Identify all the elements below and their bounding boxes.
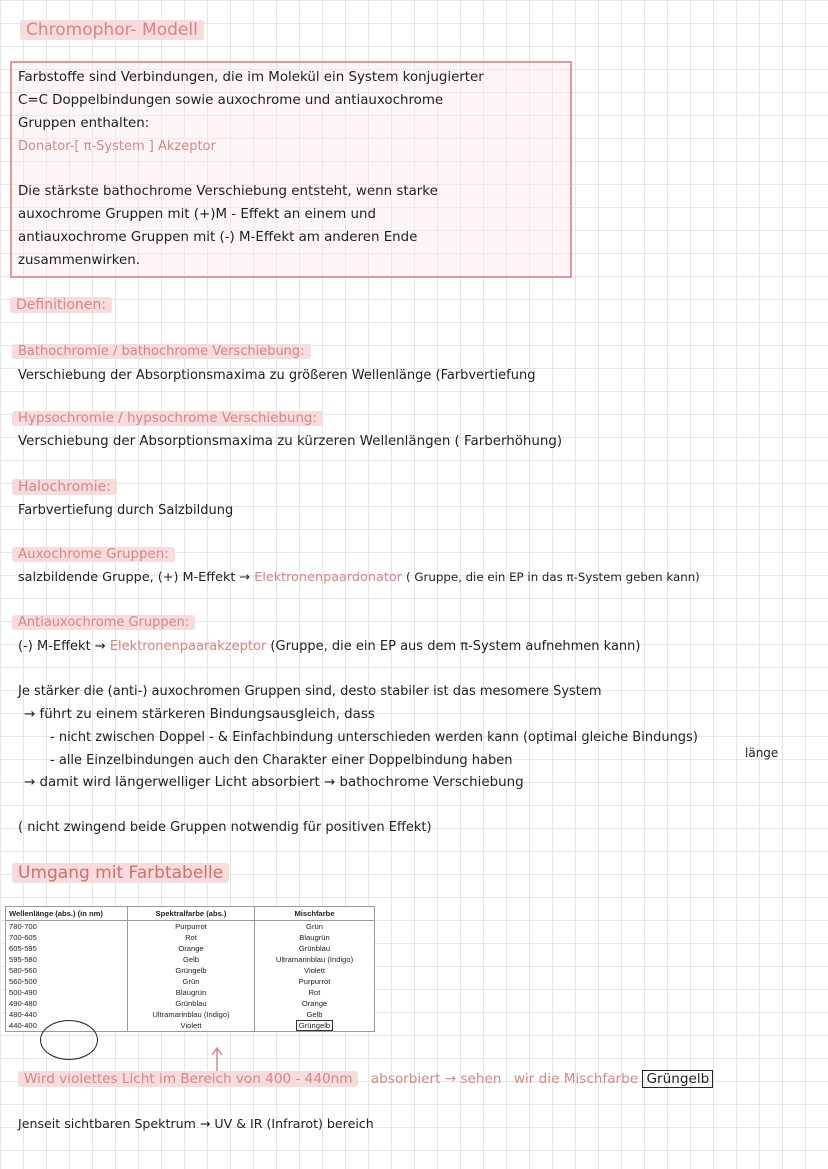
mix-cell: [255, 1020, 375, 1032]
antiauxochrome-acceptor: Elektronenpaarakzeptor: [109, 639, 267, 654]
box-line-3: Gruppen enthalten:: [18, 116, 150, 131]
mix-cell: Violett: [255, 965, 375, 976]
column-header: Wellenlänge (abs.) (in nm): [6, 907, 128, 921]
conclusion-line: [18, 1071, 713, 1087]
explanation-line-5: → damit wird längerwelliger Licht absorbiert → bathochrome Verschiebung: [24, 775, 524, 790]
explanation-note: ( nicht zwingend beide Gruppen notwendig für positiven Effekt): [18, 820, 432, 835]
box-line-1: Farbstoffe sind Verbindungen, die im Molekül ein System konjugierter: [18, 70, 484, 85]
explanation-line-3b: länge: [745, 746, 779, 760]
wavelength-cell: 595-580: [6, 954, 128, 965]
box-line-2: C=C Doppelbindungen sowie auxochrome und antiauxochrome: [18, 93, 444, 108]
spectral-cell: Gelb: [128, 954, 255, 965]
table-row: [6, 921, 375, 933]
page-title: Chromophor- Modell: [20, 20, 204, 40]
mix-cell: Rot: [255, 987, 375, 998]
wavelength-cell: 490-480: [6, 998, 128, 1009]
table-row: [6, 998, 375, 1009]
table-row: [6, 1009, 375, 1020]
arrow-up-icon: [210, 1046, 224, 1072]
mix-cell: Gelb: [255, 1009, 375, 1020]
spectral-cell: Violett: [128, 1020, 255, 1032]
explanation-line-3: - nicht zwischen Doppel - & Einfachbindung unterschieden werden kann (optimal gleiche Bindungs): [50, 730, 698, 745]
circle-annotation: [40, 1020, 98, 1060]
auxochrome-text-3: ( Gruppe, die ein EP in das π-System geben kann): [406, 570, 700, 584]
spectral-cell: Grünblau: [128, 998, 255, 1009]
table-row: [6, 932, 375, 943]
mix-cell: Grün: [255, 921, 375, 933]
table-row: [6, 987, 375, 998]
spectral-cell: Ultramarinblau (Indigo): [128, 1009, 255, 1020]
grungelb-boxed: Grüngelb: [296, 1020, 333, 1031]
wavelength-cell: 560-500: [6, 976, 128, 987]
conclusion-c: wir die Mischfarbe: [513, 1071, 639, 1087]
mix-cell: Orange: [255, 998, 375, 1009]
box-line-6: auxochrome Gruppen mit (+)M - Effekt an einem und: [18, 207, 376, 222]
mix-cell: Blaugrün: [255, 932, 375, 943]
column-header: Mischfarbe: [255, 907, 375, 921]
spectral-cell: Orange: [128, 943, 255, 954]
bathochromie-text: Verschiebung der Absorptionsmaxima zu größeren Wellenlänge (Farbvertiefung: [18, 368, 536, 383]
antiauxochrome-heading: Antiauxochrome Gruppen:: [12, 615, 195, 630]
table-row: [6, 976, 375, 987]
box-line-5: Die stärkste bathochrome Verschiebung entsteht, wenn starke: [18, 184, 438, 199]
conclusion-grungelb: Grüngelb: [642, 1070, 713, 1088]
spectral-cell: Blaugrün: [128, 987, 255, 998]
antiauxochrome-text-3: (Gruppe, die ein EP aus dem π-System aufnehmen kann): [270, 639, 641, 654]
antiauxochrome-text-1: (-) M-Effekt →: [18, 639, 106, 654]
auxochrome-heading: Auxochrome Gruppen:: [12, 547, 175, 562]
box-line-7: antiauxochrome Gruppen mit (-) M-Effekt am anderen Ende: [18, 230, 418, 245]
spectral-cell: Grün: [128, 976, 255, 987]
umgang-heading: Umgang mit Farbtabelle: [12, 863, 229, 883]
bathochromie-heading: Bathochromie / bathochrome Verschiebung:: [12, 344, 311, 359]
column-header: Spektralfarbe (abs.): [128, 907, 255, 921]
wavelength-cell: 500-490: [6, 987, 128, 998]
wavelength-cell: 780-700: [6, 921, 128, 933]
spectral-cell: Rot: [128, 932, 255, 943]
jenseit-line: Jenseit sichtbaren Spektrum → UV & IR (Infrarot) bereich: [18, 1116, 374, 1131]
definitions-heading: Definitionen:: [10, 297, 112, 313]
conclusion-a: Wird violettes Licht im Bereich von 400 - 440nm: [18, 1071, 358, 1087]
halochromie-text: Farbvertiefung durch Salzbildung: [18, 503, 234, 518]
auxochrome-text: [18, 570, 700, 585]
box-line-8: zusammenwirken.: [18, 253, 140, 268]
mix-cell: Grünblau: [255, 943, 375, 954]
auxochrome-text-1: salzbildende Gruppe, (+) M-Effekt →: [18, 570, 251, 585]
spectral-cell: Grüngelb: [128, 965, 255, 976]
explanation-line-1: Je stärker die (anti-) auxochromen Gruppen sind, desto stabiler ist das mesomere System: [18, 684, 602, 699]
auxochrome-donor: Elektronenpaardonator: [254, 570, 402, 585]
wavelength-cell: 605-595: [6, 943, 128, 954]
wavelength-cell: 480-440: [6, 1009, 128, 1020]
wavelength-cell: 440-400: [6, 1020, 128, 1032]
mix-cell: Ultramarinblau (Indigo): [255, 954, 375, 965]
color-table: [5, 906, 375, 1032]
table-row: [6, 965, 375, 976]
conclusion-b: absorbiert → sehen: [370, 1071, 502, 1087]
spectral-cell: Purpurrot: [128, 921, 255, 933]
wavelength-cell: 580-560: [6, 965, 128, 976]
table-row: [6, 954, 375, 965]
explanation-line-2: → führt zu einem stärkeren Bindungsausgleich, dass: [24, 707, 375, 722]
mix-cell: Purpurrot: [255, 976, 375, 987]
antiauxochrome-text: [18, 639, 640, 654]
explanation-line-4: - alle Einzelbindungen auch den Charakter einer Doppelbindung haben: [50, 753, 513, 768]
wavelength-cell: 700-605: [6, 932, 128, 943]
table-row: [6, 943, 375, 954]
donor-acceptor-line: Donator-[ π-System ] Akzeptor: [18, 139, 216, 154]
hypsochromie-text: Verschiebung der Absorptionsmaxima zu kürzeren Wellenlängen ( Farberhöhung): [18, 434, 563, 449]
halochromie-heading: Halochromie:: [12, 479, 117, 495]
hypsochromie-heading: Hypsochromie / hypsochrome Verschiebung:: [12, 411, 323, 426]
table-header-row: [6, 907, 375, 921]
